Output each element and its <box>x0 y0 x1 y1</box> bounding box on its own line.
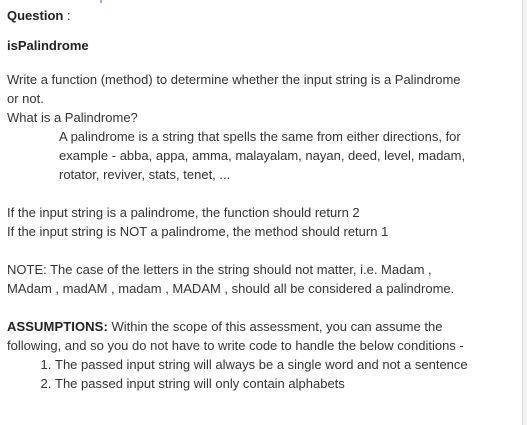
question-colon: : <box>66 8 71 23</box>
assumptions-text: following, and so you do not have to write code to handle the below conditions - <box>7 338 464 353</box>
scrollbar-track[interactable] <box>522 0 527 425</box>
note-line: MAdam , madAM , madam , MADAM , should all be considered a palindrome. <box>7 281 455 296</box>
definition-line: example - abba, appa, amma, malayalam, nayan, deed, level, madam, <box>59 148 466 163</box>
question-heading <box>7 8 520 24</box>
assumptions-intro <box>7 317 520 336</box>
list-item: 2. The passed input string will only contain alphabets <box>55 374 520 393</box>
intro-section <box>7 70 520 184</box>
assumptions-list <box>7 355 520 393</box>
return-line: If the input string is a palindrome, the function should return 2 <box>7 205 360 220</box>
assumptions-text: Within the scope of this assessment, you can assume the <box>107 319 443 334</box>
note-section <box>7 260 520 298</box>
intro-question: What is a Palindrome? <box>7 110 138 125</box>
list-item: 1. The passed input string will always be a single word and not a sentence <box>55 355 520 374</box>
note-line: NOTE: The case of the letters in the string should not matter, i.e. Madam , <box>7 262 432 277</box>
definition-line: rotator, reviver, stats, tenet, ... <box>59 167 231 182</box>
assumptions-section <box>7 317 520 393</box>
problem-title: isPalindrome <box>7 38 89 53</box>
return-values-section <box>7 203 520 241</box>
intro-line: or not. <box>7 91 44 106</box>
definition-line: A palindrome is a string that spells the same from either directions, for <box>59 129 461 144</box>
return-line: If the input string is NOT a palindrome, the method should return 1 <box>7 224 389 239</box>
assumptions-label: ASSUMPTIONS: <box>7 319 108 334</box>
intro-line: Write a function (method) to determine whether the input string is a Palindrome <box>7 72 461 87</box>
question-label: Question <box>7 8 64 23</box>
